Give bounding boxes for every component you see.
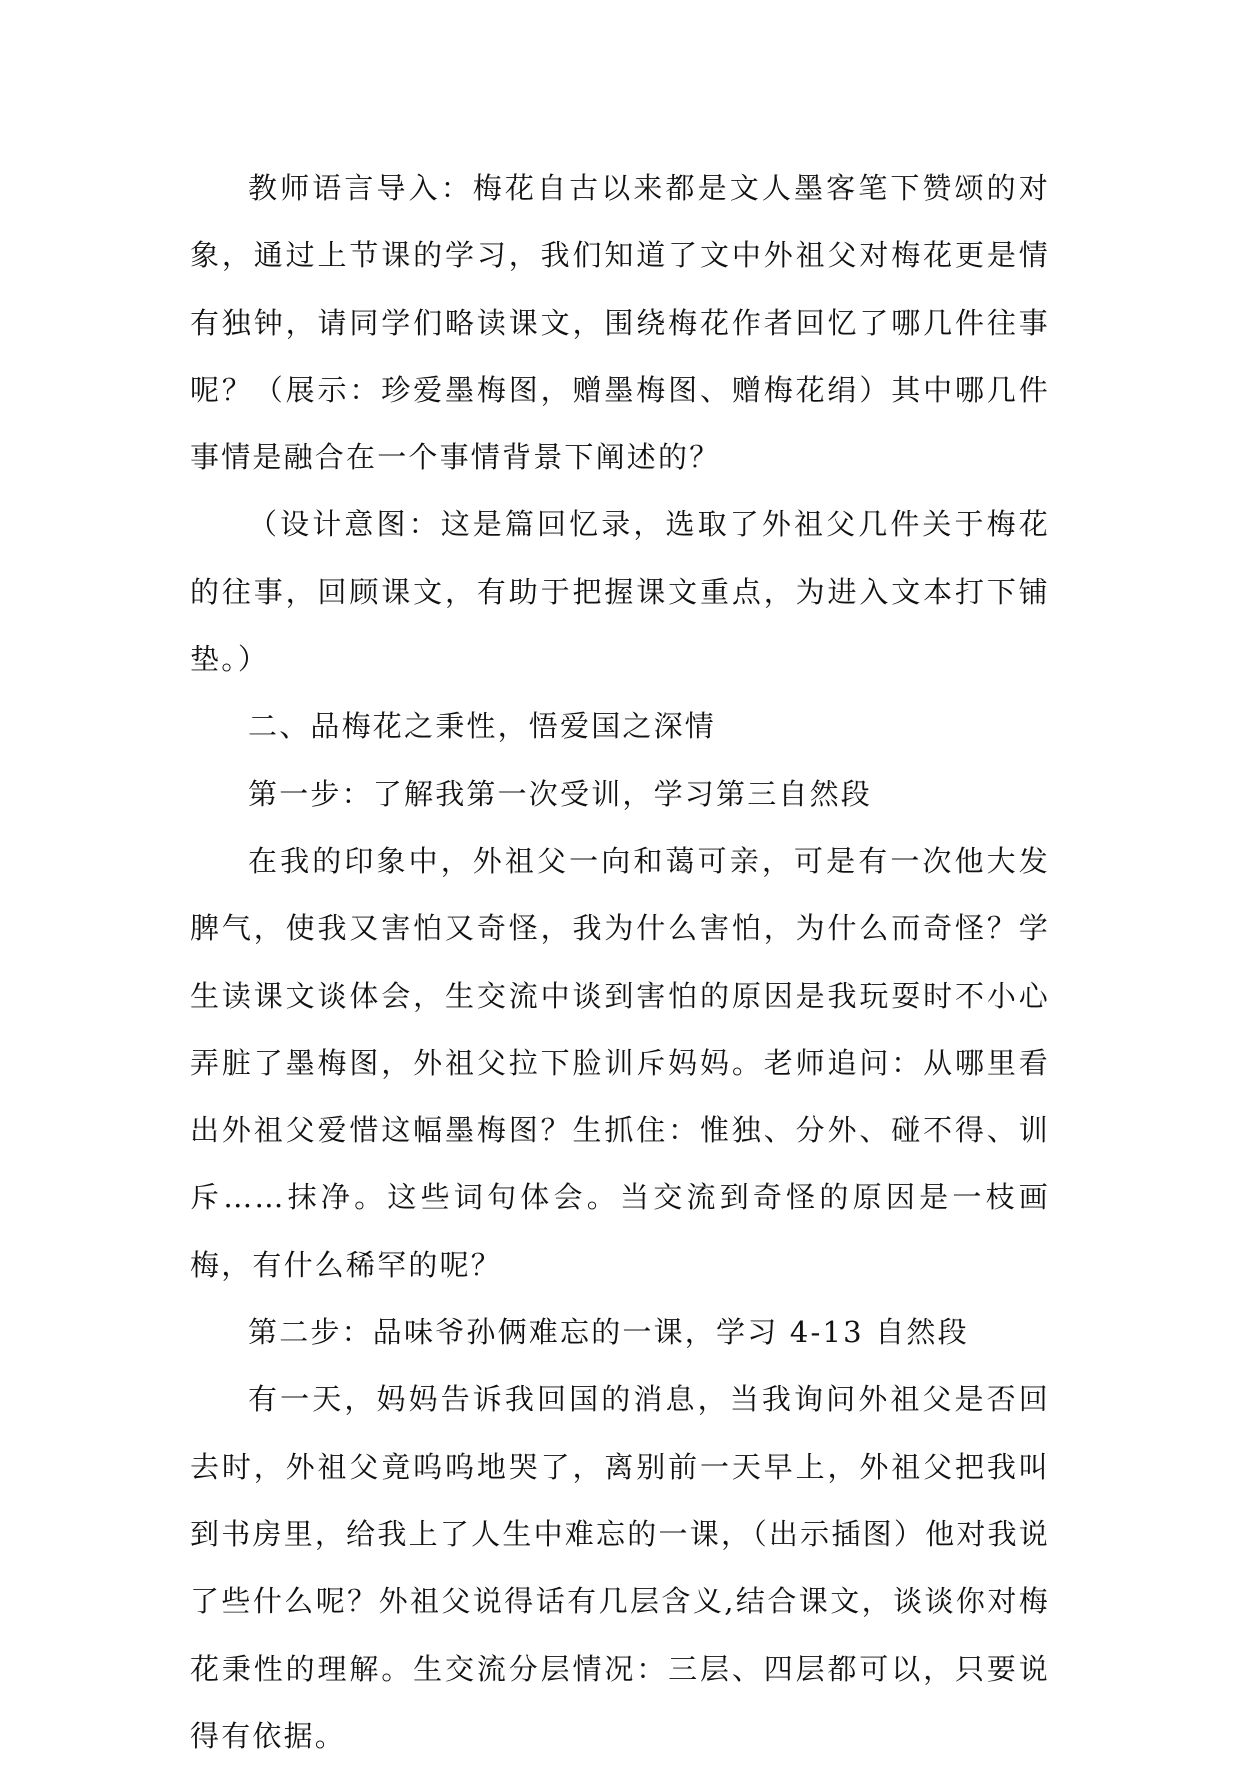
document-page	[190, 155, 1050, 1770]
step-two-heading: 第二步：品味爷孙俩难忘的一课，学习 4-13 自然段	[248, 1315, 969, 1350]
paragraph-intro: 教师语言导入：梅花自古以来都是文人墨客笔下赞颂的对象，通过上节课的学习，我们知道了文中外祖父对梅花更是情有独钟，请同学们略读课文，围绕梅花作者回忆了哪几件往事呢？（展示：珍爱墨梅图，赠墨梅图、赠梅花绢）其中哪几件事情是融合在一个事情背景下阐述的？	[190, 171, 1050, 475]
paragraph-design-intent: （设计意图：这是篇回忆录，选取了外祖父几件关于梅花的往事，回顾课文，有助于把握课文重点，为进入文本打下铺垫。）	[190, 507, 1050, 677]
paragraph-step-one: 在我的印象中，外祖父一向和蔼可亲，可是有一次他大发脾气，使我又害怕又奇怪，我为什么害怕，为什么而奇怪？学生读课文谈体会，生交流中谈到害怕的原因是我玩耍时不小心弄脏了墨梅图，外祖父拉下脸训斥妈妈。老师追问：从哪里看出外祖父爱惜这幅墨梅图？生抓住：惟独、分外、碰不得、训斥……抹净。这些词句体会。当交流到奇怪的原因是一枝画梅，有什么稀罕的呢？	[190, 843, 1050, 1282]
paragraph-step-two: 有一天，妈妈告诉我回国的消息，当我询问外祖父是否回去时，外祖父竟呜呜地哭了，离别前一天早上，外祖父把我叫到书房里，给我上了人生中难忘的一课，（出示插图）他对我说了些什么呢？外祖父说得话有几层含义,结合课文，谈谈你对梅花秉性的理解。生交流分层情况：三层、四层都可以，只要说得有依据。	[190, 1382, 1050, 1753]
section-heading: 二、品梅花之秉性，悟爱国之深情	[248, 709, 717, 744]
step-one-heading: 第一步：了解我第一次受训，学习第三自然段	[248, 776, 873, 811]
